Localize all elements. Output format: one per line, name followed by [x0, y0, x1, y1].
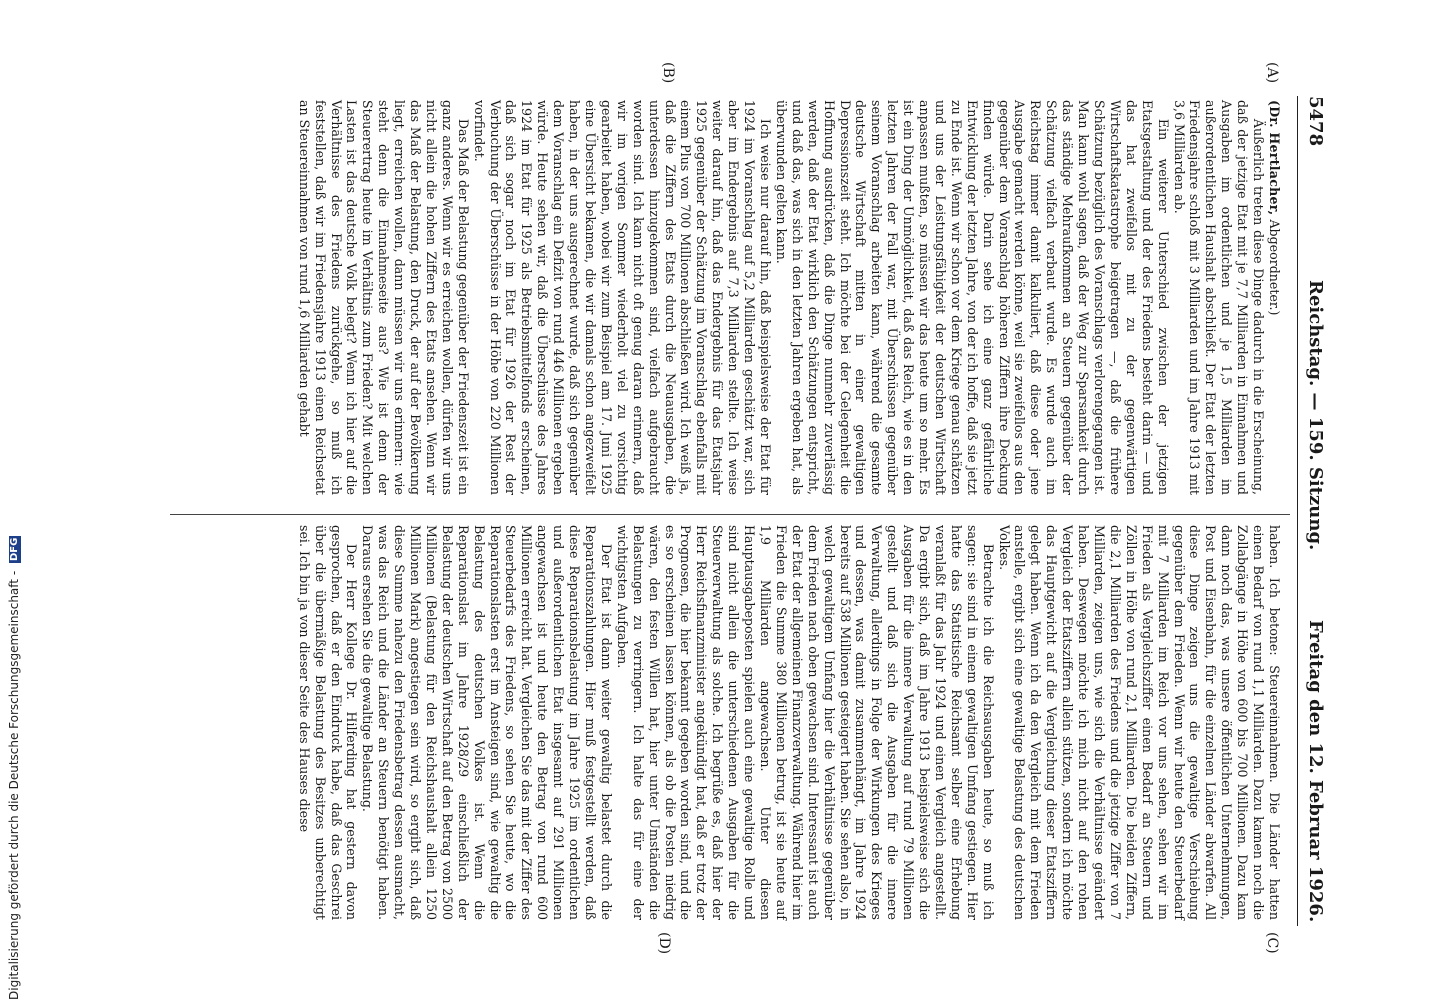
paragraph: Äußerlich treten diese Dinge dadurch in die Erscheinung, daß der jetzige Etat mit je 7,7 Milliarden in Einnahmen und Ausgaben im ordentlichen und je 1,5 Milliarden im außerordentlichen Haushalt abschließt. Der Etat der letzten Friedensjahre schloß mit 3 Milliarden und im Jahre 1913 mit 3,6 Milliarden ab.	[1171, 100, 1267, 495]
speaker-line	[1266, 100, 1282, 495]
margin-mark-c: (C)	[1264, 932, 1280, 954]
page-number: 5478	[1305, 96, 1326, 147]
margin-mark-a: (A)	[1264, 62, 1280, 84]
speaker-role: Abgeordneter.)	[1267, 219, 1282, 316]
header-rule	[1297, 96, 1298, 926]
paragraph: Betrachte ich die Reichsausgaben heute, so muß ich sagen: sie sind in einem gewaltigen Umfang gestiegen. Hier hatte das Statistische Reichsamt selber eine Erhebung veranlaßt für das Jahr 1924 und einen Vergleich angestellt. Da ergibt sich, daß im Jahre 1913 beispielsweise sich die Ausgaben für die innere Verwaltung auf rund 79 Millionen gestellt und daß sich die Ausgaben für die innere Verwaltung, allerdings in Folge der Wirkungen des Krieges und dessen, was damit zusammenhängt, im Jahre 1924 bereits auf 538 Millionen gesteigert haben. Sie sehen also, in welch gewaltigem Umfang hier die Verhältnisse gegenüber dem Frieden nach oben gewachsen sind. Interessant ist auch der Etat der allgemeinen Finanzverwaltung. Während hier im Frieden die Summe 380 Millionen betrug, ist sie heute auf 1,9 Milliarden angewachsen. Unter diesen Hauptausgabeposten spielen auch eine gewaltige Rolle und sind nicht allein die unterschiedenen Ausgaben für die Steuerverwaltung als solche. Ich begrüße es, daß hier der Herr Reichsfinanzminister angekündigt hat, daß er trotz der Prognosen, die hier bekannt gegeben worden sind, und die es so erscheinen lassen können, als ob die Posten niedrig wären, den festen Willen hat, hier unter Umständen die Belastungen zu verringern. Ich halte das für eine der wichtigsten Aufgaben.	[614, 525, 996, 920]
session-date: Freitag den 12. Februar 1926.	[1305, 620, 1326, 923]
paragraph: Der Etat ist dann weiter gewaltig belastet durch die Reparationszahlungen. Hier muß festgestellt werden, daß diese Reparationsbelastung im Jahre 1925 im ordentlichen und außerordentlichen Etat insgesamt auf 291 Millionen angewachsen ist und heute den Betrag von rund 600 Millionen erreicht hat. Vergleichen Sie das mit der Ziffer des Steuerbedarfs des Friedens, so sehen Sie heute, wo die Reparationslasten erst im Ansteigen sind, wie gewaltig die Belastung des deutschen Volkes ist. Wenn die Reparationslast im Jahre 1928/29 einschließlich der Belastung der deutschen Wirtschaft auf den Betrag von 2500 Millionen (Belastung für den Reichshaushalt allein 1250 Millionen Mark) angestiegen sein wird, so ergibt sich, daß diese Summe nahezu den Friedensbetrag dessen ausmacht, was das Reich und die Länder an Steuern benötigt haben. Daraus ersehen Sie die gewaltige Belastung.	[360, 525, 614, 920]
digitization-credit	[3, 0, 25, 1000]
paragraph: Ein weiterer Unterschied zwischen der jetzigen Etatsgestaltung und der des Friedens besteht darin — und das hat zweifellos mit zu der gegenwärtigen Wirtschaftskatastrophe beigetragen —, daß die frühere Schätzung bezüglich des Voranschlags verlorengegangen ist. Man kann wohl sagen, daß der Weg zur Sparsamkeit durch das ständige Mehraufkommen an Steuern gegenüber der Schätzung vielfach verbaut wurde. Es wurde auch im Reichstag immer damit kalkuliert, daß diese oder jene Ausgabe gemacht werden könne, weil sie zweifellos aus den gegenüber dem Voranschlag höheren Ziffern ihre Deckung finden würde. Darin sehe ich eine ganz gefährliche Entwicklung der letzten Jahre, von der ich hoffe, daß sie jetzt zu Ende ist. Wenn wir schon vor dem Kriege genau schätzen und uns der Leistungsfähigkeit der deutschen Wirtschaft anpassen mußten, so müssen wir das heute um so mehr. Es ist ein Ding der Unmöglichkeit, daß das Reich, wie es in den letzten Jahren der Fall war, mit Überschüssen gegenüber seinem Voranschlag arbeiten kann, während die gesamte deutsche Wirtschaft mitten in einer gewaltigen Depressionszeit steht. Ich möchte bei der Gelegenheit die Hoffnung ausdrücken, daß die Dinge nunmehr zuverlässig werden, daß der Etat wirklich den Schätzungen entspricht, und daß das, was sich in den letzten Jahren ergeben hat, als überwunden gelten kann.	[773, 100, 1171, 495]
margin-mark-b: (B)	[660, 62, 676, 84]
speaker-name: (Dr. Hertlacher,	[1267, 100, 1282, 216]
column-divider	[170, 514, 1290, 515]
left-text-column	[296, 100, 1282, 495]
right-text-column	[296, 525, 1282, 920]
page-header	[1296, 0, 1336, 1000]
paragraph: Der Herr Kollege Dr. Hilferding hat gestern davon gesprochen, daß er den Eindruck habe, daß das Geschrei über die übermäßige Belastung des Besitzes unberechtigt sei. Ich bin ja von dieser Seite des Hauses diese	[296, 525, 360, 920]
margin-mark-d: (D)	[656, 932, 672, 955]
dfg-logo: DFG	[8, 537, 20, 562]
credit-text: Digitalisierung gefördert durch die Deutsche Forschungsgemeinschaft -	[7, 570, 21, 1000]
paragraph: Das Maß der Belastung gegenüber der Friedenszeit ist ein ganz anderes. Wenn wir es erreichen wollen, dürfen wir uns nicht allein die hohen Ziffern des Etats ansehen. Wenn wir das Maß der Belastung, den Druck, der auf der Bevölkerung liegt, erreichen wollen, dann müssen wir uns erinnern: wie steht denn die Einnahmeseite aus? Wie ist denn der Steuerertrag heute im Verhältnis zum Frieden? Mit welchen Lasten ist das deutsche Volk belegt? Wenn ich hier auf die Verhältnisse des Friedens zurückgehe, so muß ich feststellen, daß wir im Friedensjahre 1913 einen Reichsetat an Steuereinnahmen von rund 1,6 Milliarden gehabt	[296, 100, 471, 495]
paragraph: Ich weise nur darauf hin, daß beispielsweise der Etat für 1924 im Voranschlag auf 5,2 Milliarden geschätzt war, sich aber im Endergebnis auf 7,3 Milliarden stellte. Ich weise weiter darauf hin, daß das Endergebnis für das Etatsjahr 1925 gegenüber der Schätzung im Voranschlag ebenfalls mit einem Plus von 700 Millionen abschließen wird. Ich weiß ja, daß die Ziffern des Etats durch die Neuausgaben, die unterdessen hinzugekommen sind, vielfach aufgebraucht worden sind. Ich kann nicht oft genug daran erinnern, daß wir im vorigen Sommer wiederholt viel zu vorsichtig gearbeitet haben, wobei wir zum Beispiel am 17. Juni 1925 eine Übersicht bekamen, die wir damals schon angezweifelt haben, in der uns ausgerechnet wurde, daß sich gegenüber dem Voranschlag ein Defizit von rund 446 Millionen ergeben würde. Heute sehen wir, daß die Überschüsse des Jahres 1924 im Etat für 1925 als Betriebsmittelfonds erscheinen, daß sich sogar noch im Etat für 1926 der Rest der Verbuchung der Überschüsse in der Höhe von 220 Millionen vorfindet.	[471, 100, 773, 495]
rotated-page	[106, 0, 1336, 1000]
paragraph: haben. Ich betone: Steuereinnahmen. Die Länder hatten einen Bedarf von rund 1,1 Milliarden. Dazu kamen noch die Zollabgänge in Höhe von 600 bis 700 Millionen. Dazu kam dann noch das, was unsere öffentlichen Unternehmungen, Post und Eisenbahn, für die einzelnen Länder abwarfen. All diese Dinge zeigen uns die gewaltige Verschiebung gegenüber dem Frieden. Wenn wir heute den Steuerbedarf mit 7 Milliarden im Reich vor uns sehen, sehen wir im Frieden als Vergleichsziffer einen Bedarf an Steuern und Zöllen in Höhe von rund 2,1 Milliarden. Die beiden Ziffern, die 2,1 Milliarden des Friedens und die jetzige Ziffer von 7 Milliarden, zeigen uns, wie sich die Verhältnisse geändert haben. Deswegen möchte ich mich nicht auf den rohen Vergleich der Etatsziffern allein stützen, sondern ich möchte das Hauptgewicht auf die Vergleichung dieser Etatsziffern gelegt haben. Wenn ich da den Vergleich mit dem Frieden anstelle, ergibt sich eine gewaltige Belastung des deutschen Volkes.	[996, 525, 1282, 920]
running-title: Reichstag. — 159. Sitzung.	[1305, 280, 1326, 551]
